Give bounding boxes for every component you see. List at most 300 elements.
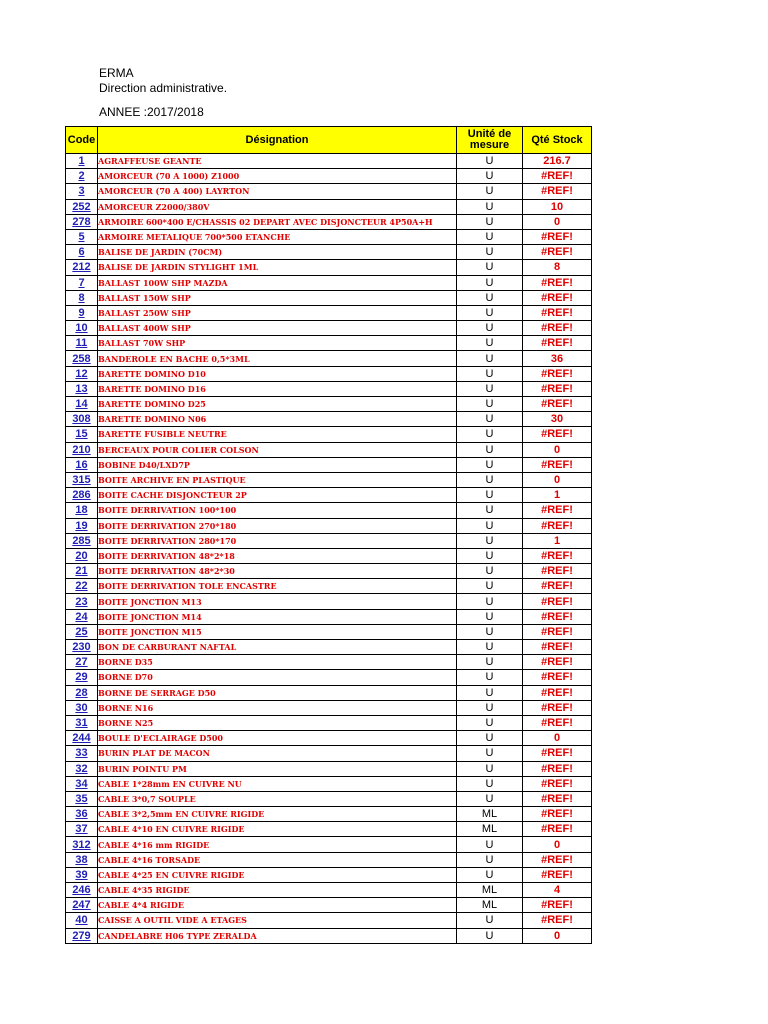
designation-cell: BERCEAUX POUR COLIER COLSON	[98, 442, 457, 457]
stock-quantity-cell: 1	[523, 488, 592, 503]
item-code-link[interactable]: 27	[75, 656, 88, 669]
designation-cell: BOBINE D40/LXD7P	[98, 457, 457, 472]
designation-cell: ARMOIRE METALIQUE 700*500 ETANCHE	[98, 229, 457, 244]
stock-quantity-cell: #REF!	[523, 822, 592, 837]
stock-quantity-cell: #REF!	[523, 564, 592, 579]
item-code-link[interactable]: 15	[75, 428, 88, 441]
table-row	[66, 533, 592, 548]
stock-quantity-cell: #REF!	[523, 655, 592, 670]
table-row	[66, 427, 592, 442]
code-cell	[66, 594, 98, 609]
stock-quantity-cell: #REF!	[523, 776, 592, 791]
code-cell	[66, 351, 98, 366]
item-code-link[interactable]: 286	[72, 489, 91, 502]
unit-cell: U	[457, 533, 523, 548]
unit-cell: U	[457, 169, 523, 184]
item-code-link[interactable]: 28	[75, 686, 88, 699]
designation-cell: BARETTE DOMINO D16	[98, 381, 457, 396]
code-cell	[66, 214, 98, 229]
item-code-link[interactable]: 31	[75, 717, 88, 730]
code-cell	[66, 305, 98, 320]
table-row	[66, 867, 592, 882]
unit-cell: U	[457, 624, 523, 639]
stock-quantity-cell: 10	[523, 199, 592, 214]
stock-table	[65, 126, 592, 944]
unit-cell: U	[457, 640, 523, 655]
table-row	[66, 260, 592, 275]
column-header-code: Code	[66, 127, 98, 154]
table-row	[66, 822, 592, 837]
designation-cell: BOITE JONCTION M13	[98, 594, 457, 609]
item-code-link[interactable]: 20	[75, 549, 88, 562]
code-cell	[66, 579, 98, 594]
item-code-link[interactable]: 247	[72, 899, 91, 912]
code-cell	[66, 898, 98, 913]
item-code-link[interactable]: 212	[72, 261, 91, 274]
designation-cell: ARMOIRE 600*400 E/CHASSIS 02 DEPART AVEC DISJONCTEUR 4P50A+H	[98, 214, 457, 229]
designation-cell: BORNE N25	[98, 715, 457, 730]
code-cell	[66, 336, 98, 351]
item-code-link[interactable]: 5	[78, 231, 85, 244]
unit-cell: ML	[457, 883, 523, 898]
table-row	[66, 199, 592, 214]
table-row	[66, 321, 592, 336]
table-row	[66, 412, 592, 427]
code-cell	[66, 867, 98, 882]
stock-quantity-cell: #REF!	[523, 670, 592, 685]
code-cell	[66, 260, 98, 275]
code-cell	[66, 488, 98, 503]
unit-cell: U	[457, 685, 523, 700]
code-cell	[66, 731, 98, 746]
code-cell	[66, 503, 98, 518]
item-code-link[interactable]: 34	[75, 777, 88, 790]
code-cell	[66, 169, 98, 184]
stock-quantity-cell: 8	[523, 260, 592, 275]
unit-cell: U	[457, 715, 523, 730]
designation-cell: BOITE DERRIVATION TOLE ENCASTRE	[98, 579, 457, 594]
stock-quantity-cell: #REF!	[523, 700, 592, 715]
designation-cell: CABLE 3*0,7 SOUPLE	[98, 791, 457, 806]
code-cell	[66, 397, 98, 412]
item-code-link[interactable]: 13	[75, 382, 88, 395]
item-code-link[interactable]: 308	[72, 413, 91, 426]
table-row	[66, 609, 592, 624]
unit-cell: U	[457, 472, 523, 487]
unit-cell: U	[457, 397, 523, 412]
stock-quantity-cell: #REF!	[523, 761, 592, 776]
item-code-link[interactable]: 312	[72, 838, 91, 851]
column-header-stock: Qté Stock	[523, 127, 592, 154]
item-code-link[interactable]: 38	[75, 853, 88, 866]
item-code-link[interactable]: 21	[75, 565, 88, 578]
unit-cell: U	[457, 913, 523, 928]
item-code-link[interactable]: 12	[75, 367, 88, 380]
item-code-link[interactable]: 16	[75, 458, 88, 471]
column-header-unit-line1: Unité de	[467, 128, 512, 140]
table-row	[66, 518, 592, 533]
code-cell	[66, 746, 98, 761]
stock-quantity-cell: #REF!	[523, 229, 592, 244]
stock-quantity-cell: #REF!	[523, 548, 592, 563]
item-code-link[interactable]: 9	[78, 306, 85, 319]
item-code-link[interactable]: 40	[75, 914, 88, 927]
unit-cell: U	[457, 791, 523, 806]
table-row	[66, 290, 592, 305]
designation-cell: AGRAFFEUSE GEANTE	[98, 154, 457, 169]
code-cell	[66, 640, 98, 655]
designation-cell: BOITE JONCTION M14	[98, 609, 457, 624]
unit-cell: ML	[457, 807, 523, 822]
table-row	[66, 305, 592, 320]
unit-cell: U	[457, 214, 523, 229]
fiscal-year: ANNEE :2017/2018	[99, 105, 204, 119]
table-row	[66, 640, 592, 655]
unit-cell: ML	[457, 822, 523, 837]
unit-cell: ML	[457, 898, 523, 913]
stock-quantity-cell: #REF!	[523, 381, 592, 396]
table-row	[66, 700, 592, 715]
designation-cell: BURIN POINTU PM	[98, 761, 457, 776]
code-cell	[66, 472, 98, 487]
designation-cell: CABLE 4*10 EN CUIVRE RIGIDE	[98, 822, 457, 837]
designation-cell: BURIN PLAT DE MACON	[98, 746, 457, 761]
unit-cell: U	[457, 564, 523, 579]
designation-cell: BALLAST 250W SHP	[98, 305, 457, 320]
table-row	[66, 670, 592, 685]
designation-cell: CABLE 4*16 TORSADE	[98, 852, 457, 867]
code-cell	[66, 548, 98, 563]
table-header-row	[66, 127, 592, 154]
table-row	[66, 791, 592, 806]
column-header-designation: Désignation	[98, 127, 457, 154]
item-code-link[interactable]: 285	[72, 534, 91, 547]
stock-quantity-cell: #REF!	[523, 245, 592, 260]
item-code-link[interactable]: 278	[72, 215, 91, 228]
unit-cell: U	[457, 609, 523, 624]
unit-cell: U	[457, 488, 523, 503]
designation-cell: BALISE DE JARDIN (70CM)	[98, 245, 457, 260]
stock-quantity-cell: #REF!	[523, 685, 592, 700]
stock-quantity-cell: #REF!	[523, 852, 592, 867]
table-row	[66, 381, 592, 396]
designation-cell: BOITE JONCTION M15	[98, 624, 457, 639]
stock-quantity-cell: 4	[523, 883, 592, 898]
stock-quantity-cell: #REF!	[523, 624, 592, 639]
table-row	[66, 594, 592, 609]
table-row	[66, 746, 592, 761]
item-code-link[interactable]: 230	[72, 641, 91, 654]
designation-cell: BORNE DE SERRAGE D50	[98, 685, 457, 700]
item-code-link[interactable]: 246	[72, 884, 91, 897]
table-row	[66, 245, 592, 260]
designation-cell: BOITE DERRIVATION 280*170	[98, 533, 457, 548]
designation-cell: AMORCEUR (70 A 1000) Z1000	[98, 169, 457, 184]
table-row	[66, 229, 592, 244]
code-cell	[66, 624, 98, 639]
unit-cell: U	[457, 154, 523, 169]
designation-cell: BALLAST 150W SHP	[98, 290, 457, 305]
code-cell	[66, 442, 98, 457]
stock-quantity-cell: 0	[523, 731, 592, 746]
designation-cell: CABLE 4*35 RIGIDE	[98, 883, 457, 898]
table-row	[66, 776, 592, 791]
code-cell	[66, 533, 98, 548]
stock-quantity-cell: #REF!	[523, 898, 592, 913]
designation-cell: CABLE 4*16 mm RIGIDE	[98, 837, 457, 852]
item-code-link[interactable]: 14	[75, 398, 88, 411]
code-cell	[66, 852, 98, 867]
code-cell	[66, 883, 98, 898]
designation-cell: CAISSE A OUTIL VIDE A ETAGES	[98, 913, 457, 928]
stock-quantity-cell: 216.7	[523, 154, 592, 169]
table-row	[66, 366, 592, 381]
table-row	[66, 898, 592, 913]
table-row	[66, 351, 592, 366]
table-row	[66, 442, 592, 457]
unit-cell: U	[457, 427, 523, 442]
unit-cell: U	[457, 837, 523, 852]
table-row	[66, 472, 592, 487]
code-cell	[66, 761, 98, 776]
unit-cell: U	[457, 229, 523, 244]
code-cell	[66, 184, 98, 199]
stock-quantity-cell: #REF!	[523, 579, 592, 594]
code-cell	[66, 564, 98, 579]
unit-cell: U	[457, 776, 523, 791]
code-cell	[66, 366, 98, 381]
designation-cell: CABLE 1*28mm EN CUIVRE NU	[98, 776, 457, 791]
code-cell	[66, 290, 98, 305]
stock-quantity-cell: #REF!	[523, 397, 592, 412]
document-header	[99, 66, 227, 120]
unit-cell: U	[457, 260, 523, 275]
unit-cell: U	[457, 412, 523, 427]
code-cell	[66, 913, 98, 928]
item-code-link[interactable]: 24	[75, 610, 88, 623]
code-cell	[66, 715, 98, 730]
item-code-link[interactable]: 39	[75, 868, 88, 881]
stock-quantity-cell: 36	[523, 351, 592, 366]
designation-cell: BOITE DERRIVATION 100*100	[98, 503, 457, 518]
item-code-link[interactable]: 23	[75, 595, 88, 608]
code-cell	[66, 655, 98, 670]
table-row	[66, 913, 592, 928]
unit-cell: U	[457, 275, 523, 290]
code-cell	[66, 700, 98, 715]
designation-cell: BARETTE DOMINO D25	[98, 397, 457, 412]
unit-cell: U	[457, 700, 523, 715]
unit-cell: U	[457, 381, 523, 396]
code-cell	[66, 518, 98, 533]
item-code-link[interactable]: 22	[75, 580, 88, 593]
unit-cell: U	[457, 655, 523, 670]
designation-cell: CABLE 4*25 EN CUIVRE RIGIDE	[98, 867, 457, 882]
stock-quantity-cell: #REF!	[523, 609, 592, 624]
table-row	[66, 336, 592, 351]
item-code-link[interactable]: 32	[75, 762, 88, 775]
designation-cell: BOULE D'ECLAIRAGE D500	[98, 731, 457, 746]
unit-cell: U	[457, 670, 523, 685]
item-code-link[interactable]: 18	[75, 504, 88, 517]
unit-cell: U	[457, 457, 523, 472]
item-code-link[interactable]: 25	[75, 625, 88, 638]
unit-cell: U	[457, 594, 523, 609]
table-row	[66, 579, 592, 594]
item-code-link[interactable]: 1	[78, 155, 85, 168]
stock-quantity-cell: #REF!	[523, 321, 592, 336]
stock-quantity-cell: #REF!	[523, 746, 592, 761]
code-cell	[66, 199, 98, 214]
unit-cell: U	[457, 503, 523, 518]
table-row	[66, 685, 592, 700]
designation-cell: BOITE CACHE DISJONCTEUR 2P	[98, 488, 457, 503]
unit-cell: U	[457, 746, 523, 761]
table-row	[66, 397, 592, 412]
company-name: ERMA	[99, 66, 134, 80]
designation-cell: BORNE N16	[98, 700, 457, 715]
stock-quantity-cell: #REF!	[523, 791, 592, 806]
item-code-link[interactable]: 19	[75, 519, 88, 532]
table-row	[66, 457, 592, 472]
unit-cell: U	[457, 245, 523, 260]
item-code-link[interactable]: 315	[72, 474, 91, 487]
item-code-link[interactable]: 210	[72, 443, 91, 456]
item-code-link[interactable]: 33	[75, 747, 88, 760]
item-code-link[interactable]: 10	[75, 322, 88, 335]
item-code-link[interactable]: 30	[75, 701, 88, 714]
stock-quantity-cell: #REF!	[523, 503, 592, 518]
table-row	[66, 761, 592, 776]
unit-cell: U	[457, 579, 523, 594]
designation-cell: AMORCEUR Z2000/380V	[98, 199, 457, 214]
stock-quantity-cell: #REF!	[523, 290, 592, 305]
stock-quantity-cell: #REF!	[523, 913, 592, 928]
table-row	[66, 715, 592, 730]
designation-cell: BOITE DERRIVATION 270*180	[98, 518, 457, 533]
item-code-link[interactable]: 244	[72, 732, 91, 745]
item-code-link[interactable]: 6	[78, 246, 85, 259]
code-cell	[66, 321, 98, 336]
stock-quantity-cell: #REF!	[523, 457, 592, 472]
stock-quantity-cell: #REF!	[523, 867, 592, 882]
code-cell	[66, 807, 98, 822]
stock-quantity-cell: #REF!	[523, 275, 592, 290]
table-row	[66, 564, 592, 579]
stock-quantity-cell: #REF!	[523, 305, 592, 320]
table-row	[66, 883, 592, 898]
stock-quantity-cell: #REF!	[523, 807, 592, 822]
table-row	[66, 214, 592, 229]
stock-quantity-cell: #REF!	[523, 518, 592, 533]
item-code-link[interactable]: 11	[75, 337, 88, 350]
unit-cell: U	[457, 351, 523, 366]
column-header-unit	[457, 127, 523, 154]
item-code-link[interactable]: 252	[72, 200, 91, 213]
item-code-link[interactable]: 258	[72, 352, 91, 365]
item-code-link[interactable]: 8	[78, 291, 85, 304]
item-code-link[interactable]: 279	[72, 929, 91, 942]
unit-cell: U	[457, 761, 523, 776]
table-row	[66, 852, 592, 867]
stock-quantity-cell: 0	[523, 214, 592, 229]
item-code-link[interactable]: 37	[75, 823, 88, 836]
code-cell	[66, 245, 98, 260]
designation-cell: BOITE DERRIVATION 48*2*30	[98, 564, 457, 579]
code-cell	[66, 822, 98, 837]
designation-cell: BOITE ARCHIVE EN PLASTIQUE	[98, 472, 457, 487]
code-cell	[66, 837, 98, 852]
designation-cell: BALISE DE JARDIN STYLIGHT 1ML	[98, 260, 457, 275]
code-cell	[66, 229, 98, 244]
unit-cell: U	[457, 366, 523, 381]
table-row	[66, 655, 592, 670]
item-code-link[interactable]: 7	[78, 276, 85, 289]
unit-cell: U	[457, 548, 523, 563]
designation-cell: CABLE 4*4 RIGIDE	[98, 898, 457, 913]
designation-cell: BARETTE DOMINO D10	[98, 366, 457, 381]
item-code-link[interactable]: 3	[78, 185, 85, 198]
designation-cell: BARETTE DOMINO N06	[98, 412, 457, 427]
stock-quantity-cell: #REF!	[523, 169, 592, 184]
unit-cell: U	[457, 336, 523, 351]
designation-cell: BALLAST 100W SHP MAZDA	[98, 275, 457, 290]
table-row	[66, 807, 592, 822]
item-code-link[interactable]: 2	[78, 170, 85, 183]
designation-cell: CABLE 3*2,5mm EN CUIVRE RIGIDE	[98, 807, 457, 822]
table-row	[66, 503, 592, 518]
table-row	[66, 275, 592, 290]
code-cell	[66, 154, 98, 169]
column-header-unit-line2: mesure	[469, 139, 510, 151]
stock-quantity-cell: #REF!	[523, 336, 592, 351]
stock-quantity-cell: #REF!	[523, 184, 592, 199]
code-cell	[66, 275, 98, 290]
unit-cell: U	[457, 867, 523, 882]
stock-quantity-cell: 30	[523, 412, 592, 427]
department-name: Direction administrative.	[99, 81, 228, 95]
unit-cell: U	[457, 852, 523, 867]
code-cell	[66, 412, 98, 427]
code-cell	[66, 928, 98, 943]
stock-quantity-cell: 0	[523, 928, 592, 943]
stock-quantity-cell: #REF!	[523, 594, 592, 609]
item-code-link[interactable]: 35	[75, 792, 88, 805]
unit-cell: U	[457, 184, 523, 199]
stock-quantity-cell: #REF!	[523, 715, 592, 730]
table-row	[66, 169, 592, 184]
code-cell	[66, 776, 98, 791]
table-row	[66, 184, 592, 199]
designation-cell: BOITE DERRIVATION 48*2*18	[98, 548, 457, 563]
code-cell	[66, 457, 98, 472]
item-code-link[interactable]: 29	[75, 671, 88, 684]
code-cell	[66, 685, 98, 700]
unit-cell: U	[457, 199, 523, 214]
unit-cell: U	[457, 442, 523, 457]
item-code-link[interactable]: 36	[75, 808, 88, 821]
table-row	[66, 548, 592, 563]
unit-cell: U	[457, 290, 523, 305]
table-row	[66, 154, 592, 169]
unit-cell: U	[457, 321, 523, 336]
designation-cell: BORNE D70	[98, 670, 457, 685]
unit-cell: U	[457, 305, 523, 320]
designation-cell: CANDELABRE H06 TYPE ZERALDA	[98, 928, 457, 943]
designation-cell: BALLAST 70W SHP	[98, 336, 457, 351]
stock-quantity-cell: #REF!	[523, 427, 592, 442]
designation-cell: BORNE D35	[98, 655, 457, 670]
